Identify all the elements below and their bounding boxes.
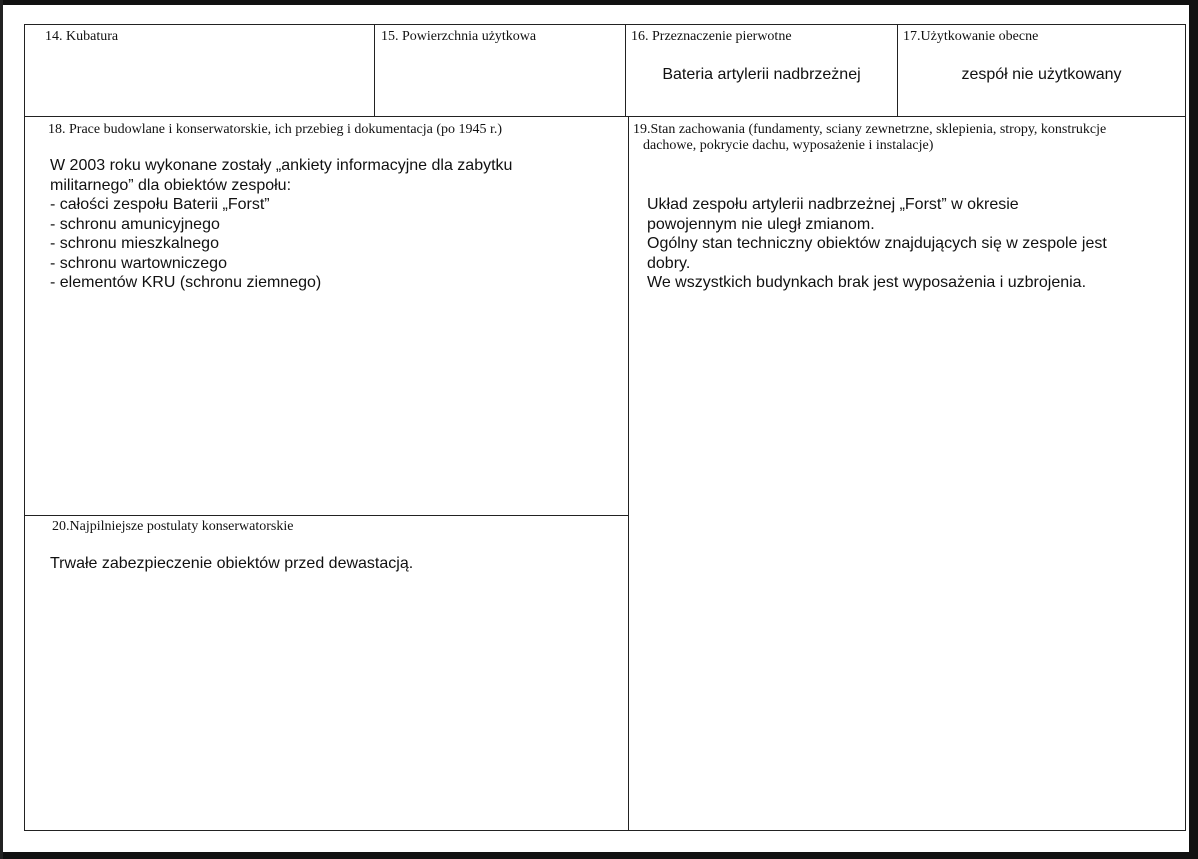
field-label-prace: 18. Prace budowlane i konserwatorskie, ich przebieg i dokumentacja (po 1945 r.) — [48, 122, 503, 137]
field-value-przeznaczenie: Bateria artylerii nadbrzeżnej — [662, 66, 861, 83]
field-przeznaczenie — [625, 24, 898, 117]
prace-line: - schronu amunicyjnego — [50, 215, 220, 233]
stan-line: powojennym nie uległ zmianom. — [647, 215, 875, 233]
stan-label-line: dachowe, pokrycie dachu, wyposażenie i instalacje) — [643, 138, 934, 153]
field-prace — [24, 116, 629, 516]
stan-line: We wszystkich budynkach brak jest wyposażenia i uzbrojenia. — [647, 274, 1087, 291]
field-label-powierzchnia: 15. Powierzchnia użytkowa — [381, 29, 537, 44]
field-value-prace — [50, 156, 620, 293]
field-label-postulaty: 20.Najpilniejsze postulaty konserwatorskie — [52, 519, 294, 534]
prace-line: - elementów KRU (schronu ziemnego) — [50, 274, 322, 291]
stan-line: Ogólny stan techniczny obiektów znajdujących się w zespole jest — [647, 235, 1107, 252]
field-label-stan — [633, 122, 1106, 154]
stan-line: Układ zespołu artylerii nadbrzeżnej „Forst” w okresie — [647, 196, 1019, 213]
field-value-postulaty: Trwałe zabezpieczenie obiektów przed dewastacją. — [50, 555, 414, 572]
prace-line: W 2003 roku wykonane zostały „ankiety informacyjne dla zabytku — [50, 157, 513, 174]
prace-line: - schronu mieszkalnego — [50, 235, 219, 252]
scan-edge-left — [0, 0, 3, 859]
scan-edge-right — [1189, 0, 1198, 859]
field-label-przeznaczenie: 16. Przeznaczenie pierwotne — [631, 29, 792, 44]
field-uzytkowanie — [897, 24, 1186, 117]
field-postulaty — [24, 515, 629, 831]
prace-line: - schronu wartowniczego — [50, 254, 227, 272]
scan-edge-bottom — [0, 852, 1198, 859]
prace-line: - całości zespołu Baterii „Forst” — [50, 196, 270, 213]
scan-edge-top — [0, 0, 1198, 5]
field-value-uzytkowanie: zespół nie użytkowany — [961, 66, 1122, 83]
prace-line: militarnego” dla obiektów zespołu: — [50, 176, 292, 194]
stan-label-line: 19.Stan zachowania (fundamenty, sciany zewnetrzne, sklepienia, stropy, konstrukcje — [633, 122, 1107, 137]
field-value-stan — [647, 195, 1177, 293]
stan-line: dobry. — [647, 254, 691, 272]
field-powierzchnia — [374, 24, 626, 117]
field-label-uzytkowanie: 17.Użytkowanie obecne — [903, 29, 1039, 44]
field-stan — [628, 116, 1186, 831]
field-kubatura — [24, 24, 375, 117]
field-label-kubatura: 14. Kubatura — [45, 29, 119, 44]
